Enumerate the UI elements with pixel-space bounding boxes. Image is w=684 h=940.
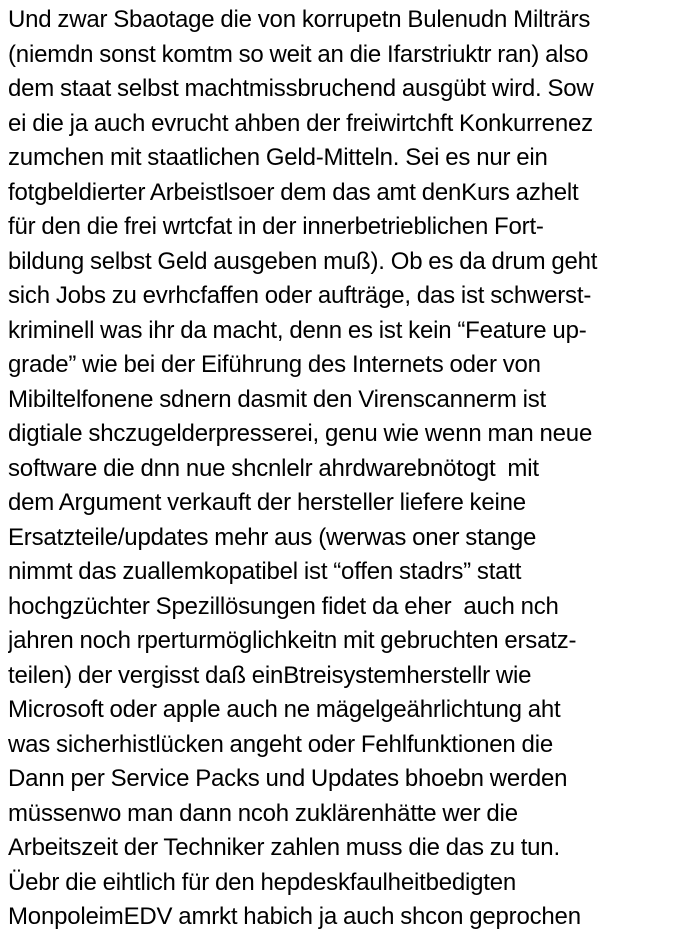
text-line-3: dem staat selbst machtmissbruchend ausgübt wird. Sow xyxy=(8,75,594,102)
text-line-6: fotgbeldierter Arbeistlsoer dem das amt denKurs azhelt xyxy=(8,178,579,206)
text-line-21: Microsoft oder apple auch ne mägelgeährlichtung aht xyxy=(8,696,561,723)
text-line-11: grade” wie bei der Eiführung des Internets oder von xyxy=(8,351,541,378)
text-line-5: zumchen mit staatlichen Geld-Mitteln. Sei es nur ein xyxy=(8,144,548,171)
text-line-24: müssenwo man dann ncoh zuklärenhätte wer die xyxy=(8,799,518,827)
text-line-23: Dann per Service Packs und Updates bhoebn werden xyxy=(8,765,568,792)
text-line-15: dem Argument verkauft der hersteller liefere keine xyxy=(8,489,526,516)
text-line-10: kriminell was ihr da macht, denn es ist kein “Feature up- xyxy=(8,316,587,344)
text-line-22: was sicherhistlücken angeht oder Fehlfunktionen die xyxy=(8,730,553,758)
text-line-7: für den die frei wrtcfat in der innerbetrieblichen Fort- xyxy=(8,213,544,240)
text-line-14: software die dnn nue shcnlelr ahrdwarebnötogt mit xyxy=(8,454,539,482)
text-line-26: Üebr die eihtlich für den hepdeskfaulheitbedigten xyxy=(8,868,517,896)
text-line-8: bildung selbst Geld ausgeben muß). Ob es da drum geht xyxy=(8,247,598,275)
text-line-2: (niemdn sonst komtm so weit an die Ifarstriuktr ran) also xyxy=(8,40,589,68)
text-line-18: hochgzüchter Spezillösungen fidet da eher auch nch xyxy=(8,592,559,620)
text-line-9: sich Jobs zu evrhcfaffen oder aufträge, das ist schwerst- xyxy=(8,282,592,309)
body-text xyxy=(8,0,684,935)
text-line-13: digtiale shczugelderpresserei, genu wie wenn man neue xyxy=(8,420,593,447)
text-line-4: ei die ja auch evrucht ahben der freiwirtchft Konkurrenez xyxy=(8,109,593,137)
text-line-17: nimmt das zuallemkopatibel ist “offen stadrs” statt xyxy=(8,558,522,585)
text-line-20: teilen) der vergisst daß einBtreisystemherstellr wie xyxy=(8,661,532,689)
text-line-19: jahren noch rperturmöglichkeitn mit gebruchten ersatz- xyxy=(8,627,577,654)
text-line-27: MonpoleimEDV amrkt habich ja auch shcon geprochen xyxy=(8,903,581,930)
text-line-16: Ersatzteile/updates mehr aus (werwas oner stange xyxy=(8,523,537,551)
text-line-25: Arbeitszeit der Techniker zahlen muss die das zu tun. xyxy=(8,834,560,861)
text-line-1: Und zwar Sbaotage die von korrupetn Bulenudn Milträrs xyxy=(8,6,591,33)
text-line-12: Mibiltelfonene sdnern dasmit den Virenscannerm ist xyxy=(8,385,547,413)
